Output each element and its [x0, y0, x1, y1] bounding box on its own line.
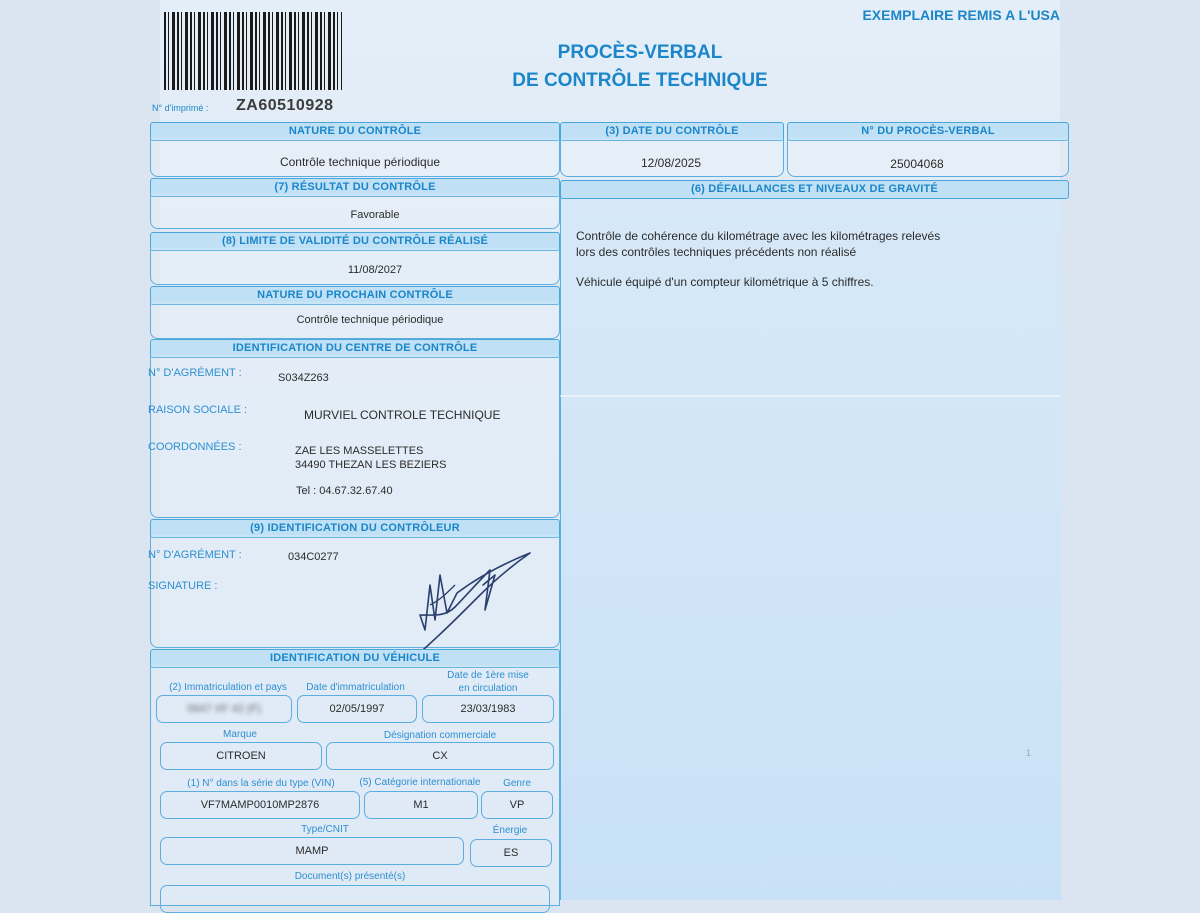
defaillance-line-1: Contrôle de cohérence du kilométrage avec les kilométrages relevés	[576, 229, 941, 243]
raison-label: RAISON SOCIALE :	[148, 404, 248, 416]
immat-value: 5647 XF 42 (F)	[187, 703, 261, 715]
documents-field	[160, 885, 550, 913]
coordonnees-label: COORDONNÉES :	[148, 441, 242, 453]
controleur-header: (9) IDENTIFICATION DU CONTRÔLEUR	[150, 519, 560, 538]
address-line-2: 34490 THEZAN LES BEZIERS	[295, 459, 447, 471]
centre-agrement-value: S034Z263	[278, 372, 329, 384]
result-header: (7) RÉSULTAT DU CONTRÔLE	[150, 178, 560, 197]
validity-header: (8) LIMITE DE VALIDITÉ DU CONTRÔLE RÉALISÉ	[150, 232, 560, 251]
centre-header: IDENTIFICATION DU CENTRE DE CONTRÔLE	[150, 339, 560, 358]
pv-header: N° DU PROCÈS-VERBAL	[787, 122, 1069, 141]
print-number-label: N° d'imprimé :	[152, 103, 209, 113]
first-circ-label-2: en circulation	[458, 683, 518, 694]
controleur-agrement-value: 034C0277	[288, 551, 339, 563]
page-mark: 1	[1026, 748, 1032, 758]
vin-field: VF7MAMP0010MP2876	[160, 791, 360, 819]
defaillance-line-2: lors des contrôles techniques précédents non réalisé	[576, 245, 857, 259]
designation-field: CX	[326, 742, 554, 770]
pv-value: 25004068	[890, 157, 944, 171]
date-header: (3) DATE DU CONTRÔLE	[560, 122, 784, 141]
defaillance-line-3: Véhicule équipé d'un compteur kilométrique à 5 chiffres.	[576, 275, 874, 289]
energie-label: Énergie	[492, 825, 528, 836]
date-immat-label: Date d'immatriculation	[306, 682, 405, 693]
immat-field	[156, 695, 292, 723]
date-immat-field: 02/05/1997	[297, 695, 417, 723]
print-number: ZA60510928	[236, 97, 334, 114]
controleur-agrement-label: N° D'AGRÉMENT :	[148, 549, 242, 561]
categorie-label: (5) Catégorie internationale	[359, 777, 481, 788]
address-line-1: ZAE LES MASSELETTES	[295, 445, 424, 457]
vehicule-header: IDENTIFICATION DU VÉHICULE	[150, 649, 560, 668]
next-header: NATURE DU PROCHAIN CONTRÔLE	[150, 286, 560, 305]
centre-agrement-label: N° D'AGRÉMENT :	[148, 367, 242, 379]
categorie-field: M1	[364, 791, 478, 819]
designation-label: Désignation commerciale	[383, 730, 497, 741]
inspection-report-page	[148, 0, 1060, 900]
genre-field: VP	[481, 791, 553, 819]
phone: Tel : 04.67.32.67.40	[296, 485, 393, 497]
nature-value: Contrôle technique périodique	[279, 155, 441, 169]
type-label: Type/CNIT	[301, 824, 349, 835]
copy-label: EXEMPLAIRE REMIS A L'USA	[862, 7, 1060, 23]
vin-label: (1) N° dans la série du type (VIN)	[187, 778, 335, 789]
result-value: Favorable	[350, 209, 400, 221]
raison-value: MURVIEL CONTROLE TECHNIQUE	[304, 408, 501, 422]
defaillances-panel	[560, 195, 1061, 900]
paper-fold	[560, 395, 1060, 397]
marque-label: Marque	[223, 729, 257, 740]
immat-label: (2) Immatriculation et pays	[169, 682, 287, 693]
genre-label: Genre	[503, 778, 531, 789]
first-circ-field: 23/03/1983	[422, 695, 554, 723]
title-line-2: DE CONTRÔLE TECHNIQUE	[512, 70, 768, 91]
signature-label: SIGNATURE :	[148, 580, 218, 592]
marque-field: CITROEN	[160, 742, 322, 770]
barcode	[164, 12, 342, 90]
date-value: 12/08/2025	[640, 156, 702, 170]
type-field: MAMP	[160, 837, 464, 865]
energie-field: ES	[470, 839, 552, 867]
validity-value: 11/08/2027	[347, 264, 403, 276]
nature-header: NATURE DU CONTRÔLE	[150, 122, 560, 141]
next-value: Contrôle technique périodique	[296, 314, 444, 326]
first-circ-label-1: Date de 1ère mise	[447, 670, 529, 681]
defaillances-header: (6) DÉFAILLANCES ET NIVEAUX DE GRAVITÉ	[560, 180, 1069, 199]
documents-label: Document(s) présenté(s)	[294, 871, 406, 882]
title-line-1: PROCÈS-VERBAL	[557, 42, 723, 63]
